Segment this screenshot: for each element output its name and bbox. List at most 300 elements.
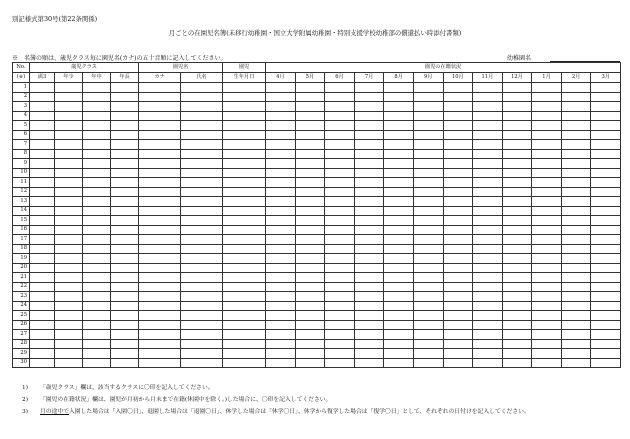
month-status-cell[interactable] [266, 187, 296, 197]
month-status-cell[interactable] [502, 225, 532, 235]
month-status-cell[interactable] [266, 111, 296, 121]
month-status-cell[interactable] [532, 159, 562, 169]
month-status-cell[interactable] [413, 216, 443, 226]
class-cell[interactable] [55, 216, 83, 226]
month-status-cell[interactable] [325, 320, 355, 330]
birthdate-cell[interactable] [223, 235, 266, 245]
month-status-cell[interactable] [384, 225, 414, 235]
full-name-cell[interactable] [181, 178, 223, 188]
month-status-cell[interactable] [384, 216, 414, 226]
month-status-cell[interactable] [591, 330, 621, 340]
class-cell[interactable] [30, 320, 55, 330]
class-cell[interactable] [111, 83, 139, 93]
month-status-cell[interactable] [443, 197, 473, 207]
month-status-cell[interactable] [295, 244, 325, 254]
month-status-cell[interactable] [266, 339, 296, 349]
month-status-cell[interactable] [532, 282, 562, 292]
month-status-cell[interactable] [354, 216, 384, 226]
class-cell[interactable] [30, 263, 55, 273]
month-status-cell[interactable] [325, 292, 355, 302]
month-status-cell[interactable] [354, 206, 384, 216]
month-status-cell[interactable] [384, 311, 414, 321]
month-status-cell[interactable] [591, 92, 621, 102]
month-status-cell[interactable] [591, 168, 621, 178]
month-status-cell[interactable] [561, 349, 591, 359]
month-status-cell[interactable] [473, 130, 503, 140]
month-status-cell[interactable] [384, 140, 414, 150]
class-cell[interactable] [55, 330, 83, 340]
month-status-cell[interactable] [354, 178, 384, 188]
month-status-cell[interactable] [295, 311, 325, 321]
month-status-cell[interactable] [325, 273, 355, 283]
class-cell[interactable] [111, 206, 139, 216]
class-cell[interactable] [83, 282, 111, 292]
class-cell[interactable] [55, 92, 83, 102]
class-cell[interactable] [83, 339, 111, 349]
month-status-cell[interactable] [354, 244, 384, 254]
month-status-cell[interactable] [413, 349, 443, 359]
full-name-cell[interactable] [181, 159, 223, 169]
month-status-cell[interactable] [354, 349, 384, 359]
month-status-cell[interactable] [266, 235, 296, 245]
kana-name-cell[interactable] [139, 149, 181, 159]
class-cell[interactable] [30, 178, 55, 188]
kana-name-cell[interactable] [139, 216, 181, 226]
month-status-cell[interactable] [473, 263, 503, 273]
class-cell[interactable] [55, 111, 83, 121]
month-status-cell[interactable] [473, 83, 503, 93]
month-status-cell[interactable] [502, 168, 532, 178]
month-status-cell[interactable] [295, 206, 325, 216]
birthdate-cell[interactable] [223, 92, 266, 102]
month-status-cell[interactable] [384, 159, 414, 169]
class-cell[interactable] [55, 83, 83, 93]
month-status-cell[interactable] [561, 149, 591, 159]
month-status-cell[interactable] [325, 121, 355, 131]
class-cell[interactable] [55, 140, 83, 150]
month-status-cell[interactable] [384, 273, 414, 283]
month-status-cell[interactable] [413, 254, 443, 264]
birthdate-cell[interactable] [223, 130, 266, 140]
month-status-cell[interactable] [413, 102, 443, 112]
class-cell[interactable] [55, 187, 83, 197]
month-status-cell[interactable] [266, 225, 296, 235]
class-cell[interactable] [30, 121, 55, 131]
full-name-cell[interactable] [181, 339, 223, 349]
month-status-cell[interactable] [266, 206, 296, 216]
month-status-cell[interactable] [325, 282, 355, 292]
month-status-cell[interactable] [384, 111, 414, 121]
kana-name-cell[interactable] [139, 102, 181, 112]
month-status-cell[interactable] [443, 111, 473, 121]
month-status-cell[interactable] [413, 149, 443, 159]
month-status-cell[interactable] [384, 330, 414, 340]
month-status-cell[interactable] [591, 311, 621, 321]
month-status-cell[interactable] [443, 282, 473, 292]
month-status-cell[interactable] [561, 168, 591, 178]
class-cell[interactable] [55, 320, 83, 330]
birthdate-cell[interactable] [223, 121, 266, 131]
month-status-cell[interactable] [532, 130, 562, 140]
class-cell[interactable] [111, 197, 139, 207]
month-status-cell[interactable] [443, 216, 473, 226]
month-status-cell[interactable] [325, 140, 355, 150]
month-status-cell[interactable] [502, 282, 532, 292]
month-status-cell[interactable] [295, 111, 325, 121]
class-cell[interactable] [83, 254, 111, 264]
month-status-cell[interactable] [532, 225, 562, 235]
full-name-cell[interactable] [181, 282, 223, 292]
month-status-cell[interactable] [502, 140, 532, 150]
month-status-cell[interactable] [384, 254, 414, 264]
month-status-cell[interactable] [473, 102, 503, 112]
month-status-cell[interactable] [384, 263, 414, 273]
month-status-cell[interactable] [532, 349, 562, 359]
month-status-cell[interactable] [591, 187, 621, 197]
month-status-cell[interactable] [266, 244, 296, 254]
month-status-cell[interactable] [384, 339, 414, 349]
month-status-cell[interactable] [325, 254, 355, 264]
class-cell[interactable] [111, 311, 139, 321]
month-status-cell[interactable] [354, 197, 384, 207]
month-status-cell[interactable] [325, 197, 355, 207]
full-name-cell[interactable] [181, 254, 223, 264]
kana-name-cell[interactable] [139, 339, 181, 349]
month-status-cell[interactable] [561, 197, 591, 207]
month-status-cell[interactable] [591, 140, 621, 150]
month-status-cell[interactable] [325, 263, 355, 273]
month-status-cell[interactable] [266, 92, 296, 102]
month-status-cell[interactable] [354, 92, 384, 102]
month-status-cell[interactable] [266, 168, 296, 178]
class-cell[interactable] [55, 102, 83, 112]
month-status-cell[interactable] [443, 244, 473, 254]
full-name-cell[interactable] [181, 320, 223, 330]
kana-name-cell[interactable] [139, 92, 181, 102]
month-status-cell[interactable] [443, 102, 473, 112]
month-status-cell[interactable] [561, 339, 591, 349]
birthdate-cell[interactable] [223, 216, 266, 226]
birthdate-cell[interactable] [223, 339, 266, 349]
month-status-cell[interactable] [443, 130, 473, 140]
month-status-cell[interactable] [354, 121, 384, 131]
month-status-cell[interactable] [443, 358, 473, 368]
month-status-cell[interactable] [266, 130, 296, 140]
birthdate-cell[interactable] [223, 320, 266, 330]
month-status-cell[interactable] [354, 102, 384, 112]
class-cell[interactable] [111, 301, 139, 311]
month-status-cell[interactable] [325, 149, 355, 159]
class-cell[interactable] [83, 244, 111, 254]
class-cell[interactable] [111, 216, 139, 226]
kana-name-cell[interactable] [139, 111, 181, 121]
month-status-cell[interactable] [354, 130, 384, 140]
class-cell[interactable] [111, 111, 139, 121]
month-status-cell[interactable] [502, 263, 532, 273]
month-status-cell[interactable] [266, 311, 296, 321]
month-status-cell[interactable] [354, 263, 384, 273]
month-status-cell[interactable] [561, 140, 591, 150]
full-name-cell[interactable] [181, 168, 223, 178]
month-status-cell[interactable] [591, 111, 621, 121]
month-status-cell[interactable] [295, 92, 325, 102]
month-status-cell[interactable] [443, 301, 473, 311]
month-status-cell[interactable] [443, 349, 473, 359]
kana-name-cell[interactable] [139, 273, 181, 283]
month-status-cell[interactable] [295, 339, 325, 349]
month-status-cell[interactable] [561, 320, 591, 330]
month-status-cell[interactable] [266, 273, 296, 283]
month-status-cell[interactable] [295, 159, 325, 169]
month-status-cell[interactable] [532, 92, 562, 102]
month-status-cell[interactable] [384, 168, 414, 178]
month-status-cell[interactable] [413, 140, 443, 150]
month-status-cell[interactable] [384, 178, 414, 188]
month-status-cell[interactable] [591, 159, 621, 169]
full-name-cell[interactable] [181, 149, 223, 159]
kana-name-cell[interactable] [139, 292, 181, 302]
month-status-cell[interactable] [532, 235, 562, 245]
month-status-cell[interactable] [384, 235, 414, 245]
birthdate-cell[interactable] [223, 254, 266, 264]
class-cell[interactable] [83, 92, 111, 102]
full-name-cell[interactable] [181, 358, 223, 368]
month-status-cell[interactable] [384, 358, 414, 368]
month-status-cell[interactable] [561, 282, 591, 292]
month-status-cell[interactable] [266, 320, 296, 330]
month-status-cell[interactable] [473, 168, 503, 178]
month-status-cell[interactable] [384, 206, 414, 216]
month-status-cell[interactable] [473, 111, 503, 121]
month-status-cell[interactable] [295, 349, 325, 359]
class-cell[interactable] [55, 263, 83, 273]
month-status-cell[interactable] [502, 216, 532, 226]
month-status-cell[interactable] [473, 358, 503, 368]
month-status-cell[interactable] [502, 320, 532, 330]
birthdate-cell[interactable] [223, 197, 266, 207]
month-status-cell[interactable] [325, 339, 355, 349]
month-status-cell[interactable] [532, 187, 562, 197]
full-name-cell[interactable] [181, 311, 223, 321]
class-cell[interactable] [111, 254, 139, 264]
month-status-cell[interactable] [295, 330, 325, 340]
full-name-cell[interactable] [181, 301, 223, 311]
month-status-cell[interactable] [443, 254, 473, 264]
month-status-cell[interactable] [532, 273, 562, 283]
month-status-cell[interactable] [354, 301, 384, 311]
month-status-cell[interactable] [532, 83, 562, 93]
month-status-cell[interactable] [384, 349, 414, 359]
full-name-cell[interactable] [181, 235, 223, 245]
month-status-cell[interactable] [532, 292, 562, 302]
month-status-cell[interactable] [502, 349, 532, 359]
month-status-cell[interactable] [354, 159, 384, 169]
month-status-cell[interactable] [413, 168, 443, 178]
month-status-cell[interactable] [384, 320, 414, 330]
month-status-cell[interactable] [443, 149, 473, 159]
kana-name-cell[interactable] [139, 121, 181, 131]
class-cell[interactable] [55, 254, 83, 264]
month-status-cell[interactable] [532, 121, 562, 131]
month-status-cell[interactable] [591, 282, 621, 292]
class-cell[interactable] [111, 225, 139, 235]
month-status-cell[interactable] [413, 111, 443, 121]
month-status-cell[interactable] [473, 254, 503, 264]
month-status-cell[interactable] [502, 159, 532, 169]
month-status-cell[interactable] [384, 301, 414, 311]
month-status-cell[interactable] [354, 320, 384, 330]
month-status-cell[interactable] [354, 330, 384, 340]
class-cell[interactable] [111, 235, 139, 245]
class-cell[interactable] [55, 301, 83, 311]
class-cell[interactable] [83, 102, 111, 112]
month-status-cell[interactable] [502, 102, 532, 112]
month-status-cell[interactable] [325, 111, 355, 121]
month-status-cell[interactable] [532, 168, 562, 178]
month-status-cell[interactable] [502, 339, 532, 349]
month-status-cell[interactable] [532, 330, 562, 340]
month-status-cell[interactable] [591, 149, 621, 159]
class-cell[interactable] [30, 358, 55, 368]
birthdate-cell[interactable] [223, 349, 266, 359]
class-cell[interactable] [55, 282, 83, 292]
class-cell[interactable] [83, 216, 111, 226]
class-cell[interactable] [83, 149, 111, 159]
month-status-cell[interactable] [354, 358, 384, 368]
class-cell[interactable] [55, 225, 83, 235]
full-name-cell[interactable] [181, 121, 223, 131]
month-status-cell[interactable] [413, 320, 443, 330]
class-cell[interactable] [83, 206, 111, 216]
month-status-cell[interactable] [443, 330, 473, 340]
kana-name-cell[interactable] [139, 206, 181, 216]
class-cell[interactable] [111, 130, 139, 140]
month-status-cell[interactable] [561, 178, 591, 188]
month-status-cell[interactable] [473, 301, 503, 311]
kana-name-cell[interactable] [139, 311, 181, 321]
class-cell[interactable] [55, 358, 83, 368]
month-status-cell[interactable] [591, 83, 621, 93]
month-status-cell[interactable] [295, 149, 325, 159]
month-status-cell[interactable] [354, 168, 384, 178]
class-cell[interactable] [30, 349, 55, 359]
class-cell[interactable] [55, 197, 83, 207]
month-status-cell[interactable] [266, 140, 296, 150]
month-status-cell[interactable] [561, 92, 591, 102]
month-status-cell[interactable] [591, 263, 621, 273]
month-status-cell[interactable] [443, 292, 473, 302]
class-cell[interactable] [83, 111, 111, 121]
month-status-cell[interactable] [354, 83, 384, 93]
month-status-cell[interactable] [295, 320, 325, 330]
month-status-cell[interactable] [325, 159, 355, 169]
month-status-cell[interactable] [561, 216, 591, 226]
month-status-cell[interactable] [561, 358, 591, 368]
class-cell[interactable] [111, 168, 139, 178]
class-cell[interactable] [55, 149, 83, 159]
month-status-cell[interactable] [295, 263, 325, 273]
month-status-cell[interactable] [532, 149, 562, 159]
month-status-cell[interactable] [532, 358, 562, 368]
month-status-cell[interactable] [502, 187, 532, 197]
kana-name-cell[interactable] [139, 83, 181, 93]
month-status-cell[interactable] [325, 102, 355, 112]
month-status-cell[interactable] [532, 301, 562, 311]
month-status-cell[interactable] [502, 149, 532, 159]
month-status-cell[interactable] [473, 187, 503, 197]
class-cell[interactable] [111, 320, 139, 330]
class-cell[interactable] [55, 178, 83, 188]
birthdate-cell[interactable] [223, 301, 266, 311]
class-cell[interactable] [111, 187, 139, 197]
month-status-cell[interactable] [266, 349, 296, 359]
month-status-cell[interactable] [443, 273, 473, 283]
kana-name-cell[interactable] [139, 130, 181, 140]
month-status-cell[interactable] [591, 130, 621, 140]
month-status-cell[interactable] [354, 292, 384, 302]
full-name-cell[interactable] [181, 244, 223, 254]
month-status-cell[interactable] [473, 320, 503, 330]
month-status-cell[interactable] [413, 187, 443, 197]
class-cell[interactable] [111, 349, 139, 359]
month-status-cell[interactable] [473, 121, 503, 131]
full-name-cell[interactable] [181, 216, 223, 226]
month-status-cell[interactable] [325, 206, 355, 216]
kana-name-cell[interactable] [139, 349, 181, 359]
kana-name-cell[interactable] [139, 178, 181, 188]
month-status-cell[interactable] [384, 197, 414, 207]
month-status-cell[interactable] [473, 292, 503, 302]
month-status-cell[interactable] [325, 301, 355, 311]
class-cell[interactable] [30, 187, 55, 197]
month-status-cell[interactable] [413, 83, 443, 93]
month-status-cell[interactable] [532, 320, 562, 330]
month-status-cell[interactable] [325, 235, 355, 245]
month-status-cell[interactable] [561, 102, 591, 112]
class-cell[interactable] [30, 254, 55, 264]
month-status-cell[interactable] [413, 292, 443, 302]
month-status-cell[interactable] [502, 235, 532, 245]
full-name-cell[interactable] [181, 273, 223, 283]
kana-name-cell[interactable] [139, 282, 181, 292]
month-status-cell[interactable] [591, 254, 621, 264]
class-cell[interactable] [30, 111, 55, 121]
full-name-cell[interactable] [181, 130, 223, 140]
birthdate-cell[interactable] [223, 149, 266, 159]
month-status-cell[interactable] [413, 121, 443, 131]
month-status-cell[interactable] [413, 282, 443, 292]
month-status-cell[interactable] [591, 349, 621, 359]
month-status-cell[interactable] [591, 225, 621, 235]
month-status-cell[interactable] [384, 121, 414, 131]
month-status-cell[interactable] [413, 197, 443, 207]
month-status-cell[interactable] [502, 206, 532, 216]
month-status-cell[interactable] [591, 358, 621, 368]
month-status-cell[interactable] [354, 339, 384, 349]
month-status-cell[interactable] [266, 301, 296, 311]
month-status-cell[interactable] [325, 358, 355, 368]
month-status-cell[interactable] [591, 121, 621, 131]
class-cell[interactable] [55, 159, 83, 169]
month-status-cell[interactable] [295, 178, 325, 188]
month-status-cell[interactable] [325, 330, 355, 340]
month-status-cell[interactable] [591, 235, 621, 245]
class-cell[interactable] [30, 149, 55, 159]
month-status-cell[interactable] [384, 83, 414, 93]
kana-name-cell[interactable] [139, 235, 181, 245]
class-cell[interactable] [55, 244, 83, 254]
month-status-cell[interactable] [561, 235, 591, 245]
